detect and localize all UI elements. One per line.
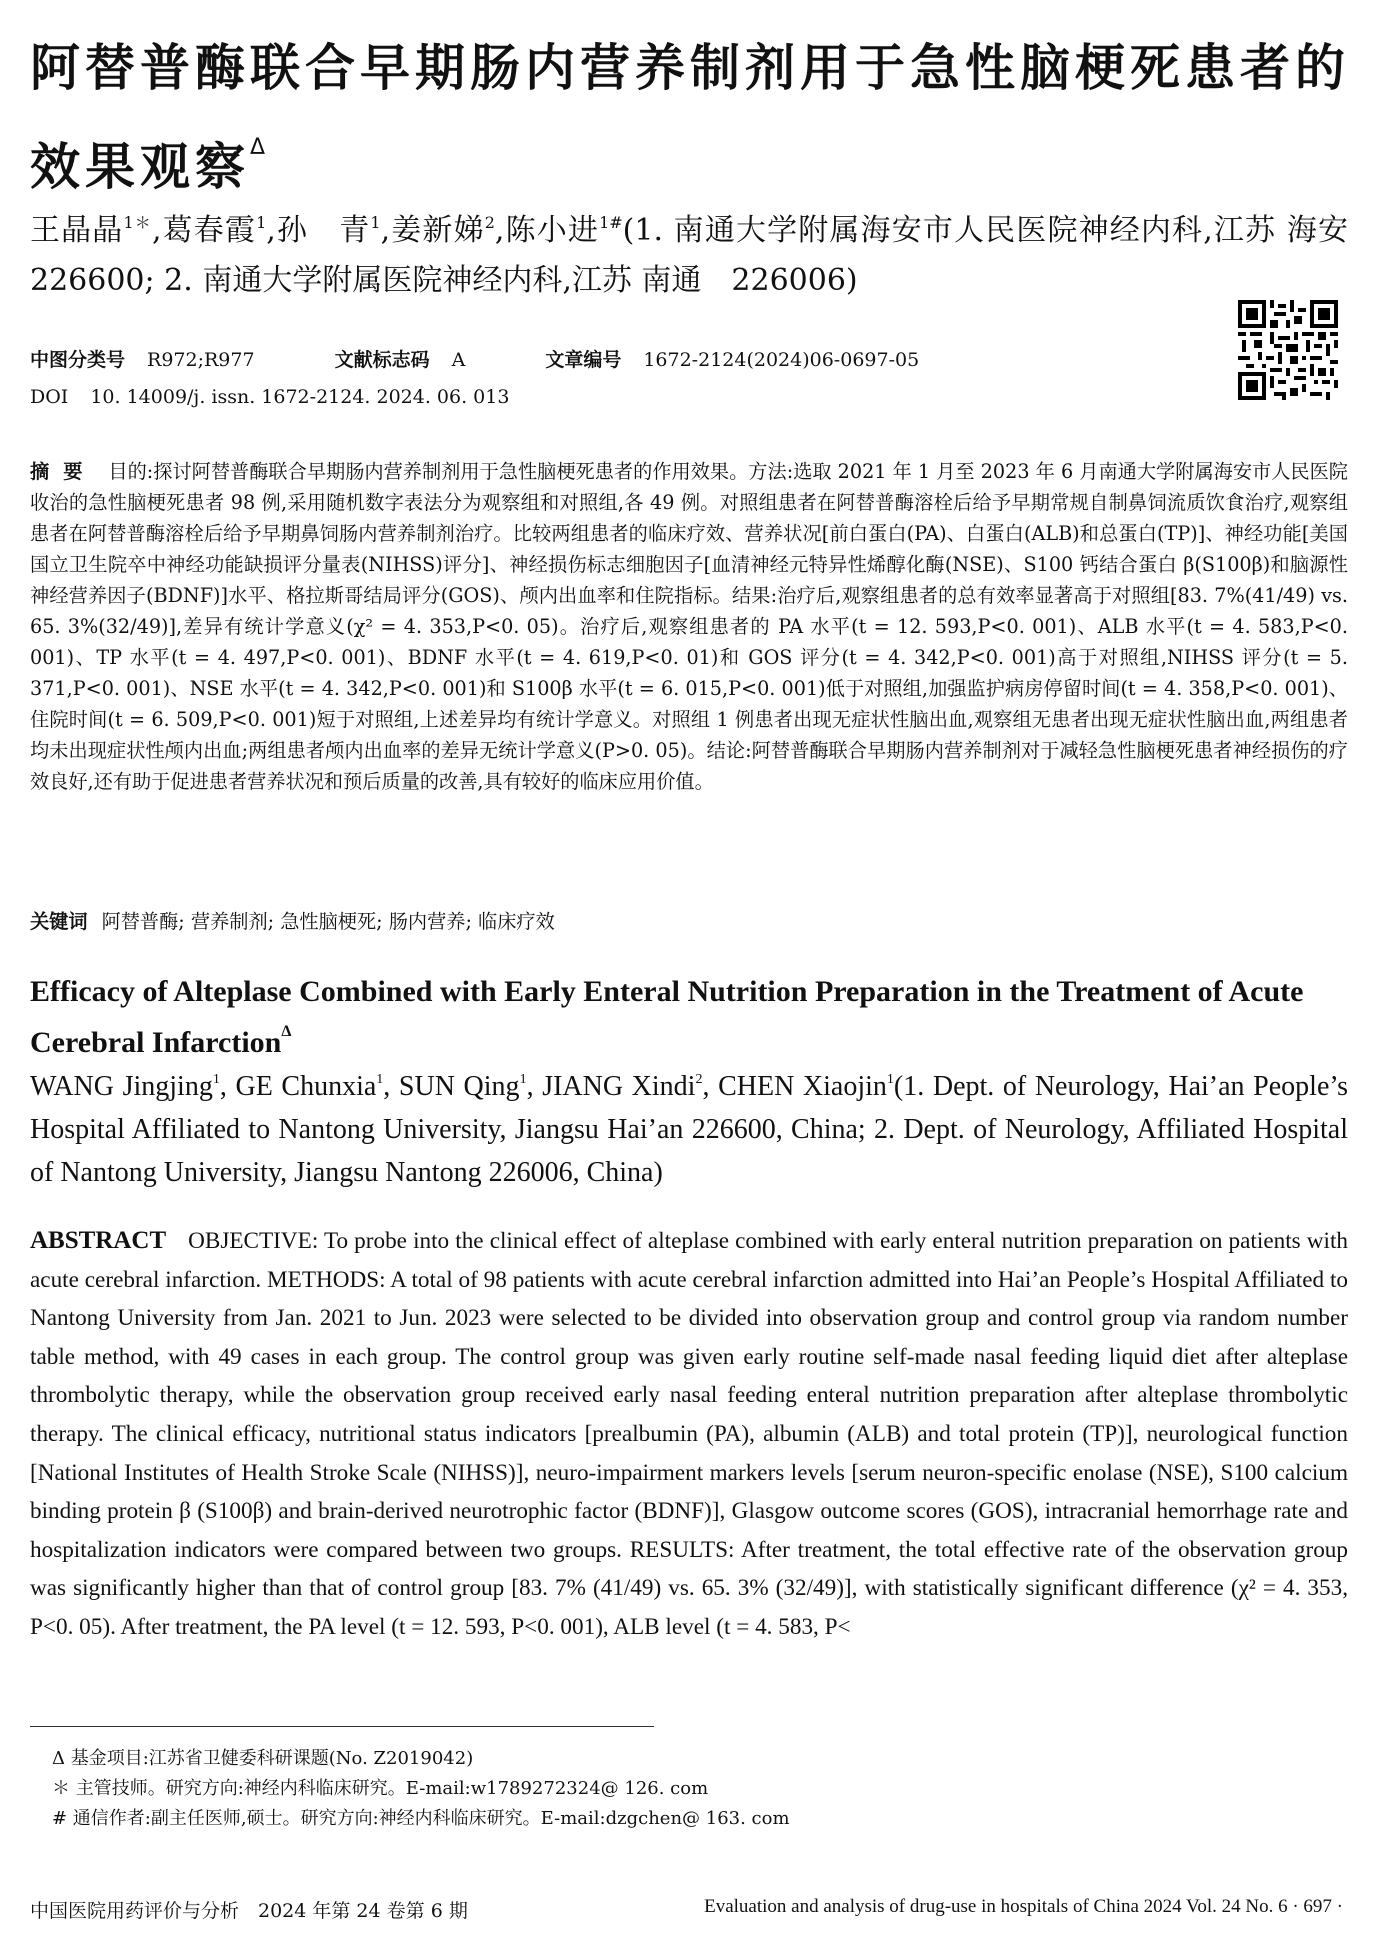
english-title: [30, 972, 1348, 1063]
article-label: 文章编号: [545, 349, 622, 371]
classification-line: [30, 345, 919, 375]
chinese-title-mark: Δ: [250, 135, 266, 160]
english-abstract-label: ABSTRACT: [30, 1227, 167, 1254]
footnote-corresponding-author: # 通信作者:副主任医师,硕士。研究方向:神经内科临床研究。E-mail:dzgchen@ 163. com: [52, 1808, 790, 1829]
author-sup: 1#: [599, 213, 623, 232]
chinese-abstract-text: 目的:探讨阿替普酶联合早期肠内营养制剂用于急性脑梗死患者的作用效果。方法:选取 2021 年 1 月至 2023 年 6 月南通大学附属海安市人民医院收治的急性脑梗死患者 98 例,采用随机数字表法分为观察组和对照组,各 49 例。对照组患者在阿替普酶溶栓后给予早期常规自制鼻饲流质饮食治疗,观察组患者在阿替普酶溶栓后给予早期鼻饲肠内营养制剂治疗。比较两组患者的临床疗效、营养状况[前白蛋白(PA)、白蛋白(ALB)和总蛋白(TP)]、神经功能[美国国立卫生院卒中神经功能缺损评分量表(NIHSS)评分]、神经损伤标志细胞因子[血清神经元特异性烯醇化酶(NSE)、S100 钙结合蛋白 β(S100β)和脑源性神经营养因子(BDNF)]水平、格拉斯哥结局评分(GOS)、颅内出血率和住院指标。结果:治疗后,观察组患者的总有效率显著高于对照组[83. 7%(41/49) vs. 65. 3%(32/49)],差异有统计学意义(χ² = 4. 353,P<0. 05)。治疗后,观察组患者的 PA 水平(t = 12. 593,P<0. 001)、ALB 水平(t = 4. 583,P<0. 001)、TP 水平(t = 4. 497,P<0. 001)、BDNF 水平(t = 4. 619,P<0. 01)和 GOS 评分(t = 4. 342,P<0. 001)高于对照组,NIHSS 评分(t = 5. 371,P<0. 001)、NSE 水平(t = 4. 342,P<0. 001)和 S100β 水平(t = 6. 015,P<0. 001)低于对照组,加强监护病房停留时间(t = 4. 358,P<0. 001)、住院时间(t = 6. 509,P<0. 001)短于对照组,上述差异均有统计学意义。对照组 1 例患者出现无症状性脑出血,观察组无患者出现无症状性脑出血,两组患者均未出现症状性颅内出血;两组患者颅内出血率的差异无统计学意义(P>0. 05)。结论:阿替普酶联合早期肠内营养制剂对于减轻急性脑梗死患者神经损伤的疗效良好,还有助于促进患者营养状况和预后质量的改善,具有较好的临床应用价值。: [30, 460, 1348, 793]
footer-journal-en: Evaluation and analysis of drug-use in hospitals of China 2024 Vol. 24 No. 6 · 697 ·: [704, 1896, 1343, 1917]
author-sup: 1: [519, 1072, 527, 1087]
author-sup: 1: [376, 1072, 384, 1087]
doc-value: A: [451, 349, 466, 371]
author-sup: 1: [256, 213, 267, 232]
chinese-abstract: [30, 456, 1348, 797]
author-name: 姜新娣: [390, 213, 485, 248]
author-sup: 2: [484, 213, 495, 232]
author-name: 葛春霞: [161, 213, 257, 248]
author-name: SUN Qing: [398, 1071, 520, 1102]
english-affiliation: (1. Dept. of Neurology, Hai’an People’s Hospital Affiliated to Nantong University, Jiangsu Hai’an 226600, China; 2. Dept. of Neurology, Affiliated Hospital of Nantong University, Jiangsu Nantong 226006, China): [30, 1071, 1349, 1188]
article-value: 1672-2124(2024)06-0697-05: [643, 349, 920, 371]
english-title-mark: Δ: [281, 1023, 292, 1040]
doi-label: DOI: [30, 386, 69, 408]
qr-code: [1238, 300, 1338, 400]
english-authors: WANG Jingjing$^1$, GE Chunxia$^1$, SUN Qing$^1$, JIANG Xindi$^2$, CHEN Xiaojin$^1$(1. Dept. of Neurology, Hai’an People’s Hospital Affiliated to Nantong University, Jiangsu Hai’an 226600, China; 2. Dept. of Neurology, Affiliated Hospital of Nantong University, Jiangsu Nantong 226006, China): [30, 1071, 1349, 1188]
author-name: 陈小进: [504, 213, 600, 248]
clc-label: 中图分类号: [30, 349, 126, 371]
author-sup: 1＊: [123, 213, 152, 232]
english-title-text: Efficacy of Alteplase Combined with Early Enteral Nutrition Preparation in the Treatment of Acute Cerebral Infarction: [30, 975, 1304, 1059]
author-name: WANG Jingjing: [30, 1071, 213, 1102]
author-name: 王晶晶: [30, 213, 124, 248]
chinese-title-text: 阿替普酶联合早期肠内营养制剂用于急性脑梗死患者的效果观察: [30, 39, 1350, 196]
author-sup: 1: [370, 213, 381, 232]
english-abstract: [30, 1222, 1348, 1647]
footer-journal-cn: 中国医院用药评价与分析 2024 年第 24 卷第 6 期: [30, 1900, 468, 1922]
chinese-authors: 王晶晶$^{1*}$,葛春霞$^1$,孙 青$^1$,姜新娣$^2$,陈小进$^{1\#}$(1. 南通大学附属海安市人民医院神经内科,江苏 海安 226600; 2. 南通大学附属医院神经内科,江苏 南通 226006): [30, 213, 1349, 298]
chinese-title: [30, 28, 1350, 207]
author-sup: 1: [886, 1072, 894, 1087]
chinese-keywords-text: 阿替普酶; 营养制剂; 急性脑梗死; 肠内营养; 临床疗效: [101, 910, 555, 933]
chinese-affiliation: (1. 南通大学附属海安市人民医院神经内科,江苏 海安 226600; 2. 南通大学附属医院神经内科,江苏 南通 226006): [30, 213, 1349, 298]
author-sup: 1: [212, 1072, 220, 1087]
chinese-keywords: [30, 906, 555, 937]
footnote-first-author: ＊ 主管技师。研究方向:神经内科临床研究。E-mail:w1789272324@ 126. com: [52, 1778, 709, 1799]
chinese-keywords-label: 关键词: [30, 910, 88, 933]
footnote-funding: Δ 基金项目:江苏省卫健委科研课题(No. Z2019042): [52, 1748, 474, 1769]
english-abstract-text: OBJECTIVE: To probe into the clinical effect of alteplase combined with early enteral nutrition preparation on patients with acute cerebral infarction. METHODS: A total of 98 patients with acute cerebral infarction admitted into Hai’an People’s Hospital Affiliated to Nantong University from Jan. 2021 to Jun. 2023 were selected to be divided into observation group and control group via random number table method, with 49 cases in each group. The control group was given early routine self-made nasal feeding liquid diet after alteplase thrombolytic therapy, while the observation group received early nasal feeding enteral nutrition preparation after alteplase thrombolytic therapy. The clinical efficacy, nutritional status indicators [prealbumin (PA), albumin (ALB) and total protein (TP)], neurological function [National Institutes of Health Stroke Scale (NIHSS)], neuro-impairment markers levels [serum neuron-specific enolase (NSE), S100 calcium binding protein β (S100β) and brain-derived neurotrophic factor (BDNF)], Glasgow outcome scores (GOS), intracranial hemorrhage rate and hospitalization indicators were compared between two groups. RESULTS: After treatment, the total effective rate of the observation group was significantly higher than that of control group [83. 7% (41/49) vs. 65. 3% (32/49)], with statistically significant difference (χ² = 4. 353, P<0. 05). After treatment, the PA level (t = 12. 593, P<0. 001), ALB level (t = 4. 583, P<: [30, 1228, 1348, 1640]
footnote-rule: [30, 1726, 654, 1727]
doi-value: 10. 14009/j. issn. 1672-2124. 2024. 06. 013: [90, 386, 510, 408]
author-name: JIANG Xindi: [542, 1071, 696, 1102]
doc-label: 文献标志码: [334, 349, 430, 371]
clc-value: R972;R977: [147, 349, 255, 371]
author-name: GE Chunxia: [235, 1071, 377, 1102]
doi-line: [30, 382, 509, 412]
author-sup: 2: [695, 1072, 703, 1087]
author-name: CHEN Xiaojin: [718, 1071, 887, 1102]
chinese-abstract-label: 摘要: [30, 460, 97, 483]
author-name: 孙 青: [275, 213, 371, 248]
